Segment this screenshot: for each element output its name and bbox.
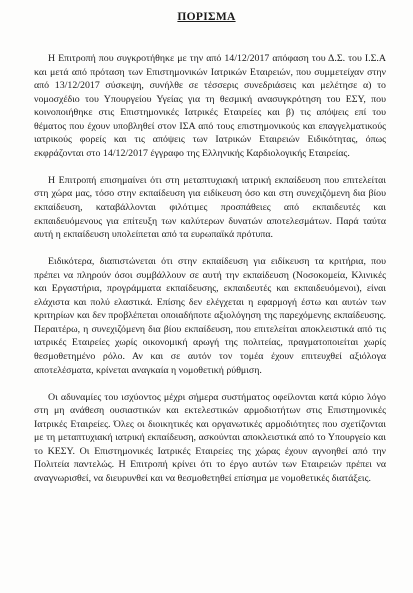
document-title: ΠΟΡΙΣΜΑ [177,11,236,23]
paragraph-postgraduate-training: Η Επιτροπή επισημαίνει ότι στη μεταπτυχιακή ιατρική εκπαίδευση που επιτελείται στη χώρα μας, τόσο στην εκπαίδευση για ειδίκευση όσο και στη συνεχιζόμενη δια βίου εκπαίδευση, καταβάλλονται φιλότιμες προσπάθειες από εκπαιδευτές και εκπαιδευόμενους για επίτευξη των καλύτερων δυνατών αποτελεσμάτων. Παρά ταύτα αυτή η εκπαίδευση υπολείπεται από τα ευρωπαϊκά πρότυπα. [34,174,386,241]
paragraph-criteria-findings: Ειδικότερα, διαπιστώνεται ότι στην εκπαίδευση για ειδίκευση τα κριτήρια, που πρέπει να πληρούν όσοι συμβάλλουν σε αυτή την εκπαίδευση (Νοσοκομεία, Κλινικές και Εργαστήρια, προγράμματα εκπαίδευσης, εκπαιδευτές και εκπαιδευόμενοι), είναι ελάχιστα και πολύ ελαστικά. Επίσης δεν ελέγχεται η εφαρμογή έστω και αυτών των κριτηρίων και δεν προβλέπεται οποιαδήποτε αξιολόγηση της παρεχόμενης εκπαίδευσης. Περαιτέρω, η συνεχιζόμενη δια βίου εκπαίδευση, που επιτελείται αποκλειστικά από τις ιατρικές Εταιρείες χωρίς οικονομική αρωγή της πολιτείας, πραγματοποιείται χωρίς θεσμοθετημένο ρόλο. Αν και σε αυτόν τον τομέα έχουν επιτευχθεί αξιόλογα αποτελέσματα, κρίνεται αναγκαία η νομοθετική ρύθμιση. [34,256,386,376]
paragraph-committee-review: Η Επιτροπή που συγκροτήθηκε με την από 14/12/2017 απόφαση του Δ.Σ. του Ι.Σ.Α και μετά από πρόταση των Επιστημονικών Ιατρικών Εταιρειών, που συμμετείχαν στην από 13/12/2017 σύσκεψη, συνήλθε σε τέσσερις συνεδριάσεις και μελέτησε α) το νομοσχέδιο του Υπουργείου Υγείας για τη θεσμική ανασυγκρότηση του ΕΣΥ, που κοινοποιήθηκε στις Επιστημονικές Ιατρικές Εταιρείες και β) τις απόψεις επί του θέματος που έχουν υποβληθεί στον ΙΣΑ από τους επιστημονικούς και επαγγελματικούς ιατρικούς φορείς και τις απόψεις των Ιατρικών Εταιρειών Ειδικότητας, όπως εκφράζονται στο 14/12/2017 έγγραφο της Ελληνικής Καρδιολογικής Εταιρείας. [34,53,386,159]
paragraph-system-weaknesses: Οι αδυναμίες του ισχύοντος μέχρι σήμερα συστήματος οφείλονται κατά κύριο λόγο στη μη ανάθεση ουσιαστικών και εκτελεστικών αρμοδιοτήτων στις Επιστημονικές Ιατρικές Εταιρείες. Όλες οι διοικητικές και οργανωτικές αρμοδιότητες που σχετίζονται με τη μεταπτυχιακή ιατρική εκπαίδευση, ασκούνται αποκλειστικά από το Υπουργείο και το ΚΕΣΥ. Οι Επιστημονικές Ιατρικές Εταιρείες της χώρας έχουν αγνοηθεί από την Πολιτεία παντελώς. Η Επιτροπή κρίνει ότι το έργο αυτών των Εταιρειών πρέπει να αναγνωρισθεί, να διευρυνθεί και να θεσμοθετηθεί επίσημα με νομοθετικές διατάξεις. [34,391,386,484]
document-body [34,52,386,486]
